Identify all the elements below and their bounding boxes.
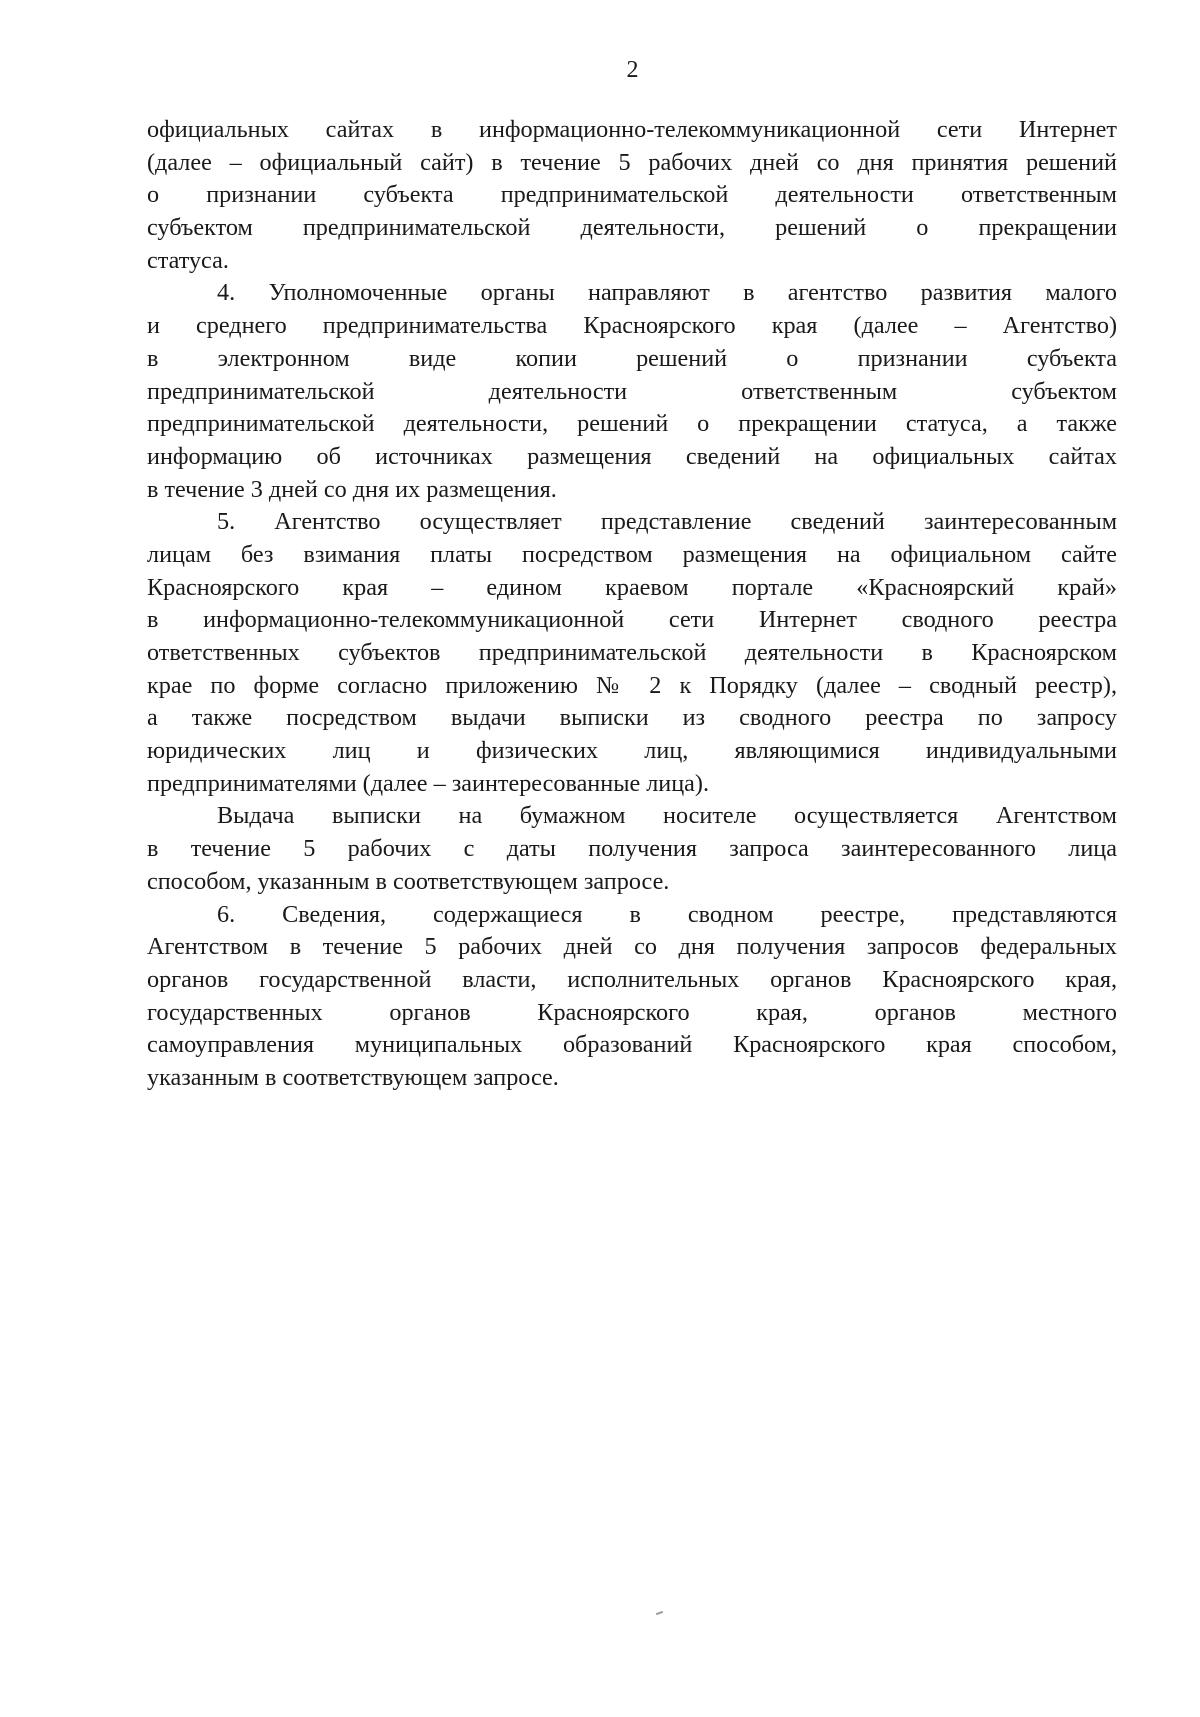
text-line: юридических лиц и физических лиц, являющимися индивидуальными xyxy=(147,737,1117,765)
paragraph-4-start: 4. Уполномоченные органы направляют в агентство развития малого xyxy=(217,279,1117,307)
text-line: способом, указанным в соответствующем запросе. xyxy=(147,867,670,895)
text-line: статуса. xyxy=(147,246,229,274)
text-line: ответственных субъектов предпринимательской деятельности в Красноярском xyxy=(147,639,1117,666)
text-line: самоуправления муниципальных образований Красноярского края способом, xyxy=(147,1031,1117,1059)
text-line: предпринимателями (далее – заинтересованные лица). xyxy=(147,769,710,797)
text-line: Агентством в течение 5 рабочих дней со дня получения запросов федеральных xyxy=(147,933,1117,961)
text-line: предпринимательской деятельности, решений о прекращении статуса, а также xyxy=(147,410,1117,438)
text-line: а также посредством выдачи выписки из сводного реестра по запросу xyxy=(147,704,1117,732)
text-line: в информационно-телекоммуникационной сети Интернет сводного реестра xyxy=(147,606,1117,634)
text-line: и среднего предпринимательства Красноярского края (далее – Агентство) xyxy=(147,312,1117,340)
text-line: предпринимательской деятельности ответственным субъектом xyxy=(147,377,1117,405)
text-line: указанным в соответствующем запросе. xyxy=(147,1063,559,1091)
paragraph-6-start: 6. Сведения, содержащиеся в сводном реестре, представляются xyxy=(217,900,1117,928)
text-line: лицам без взимания платы посредством размещения на официальном сайте xyxy=(147,540,1117,568)
text-line: о признании субъекта предпринимательской деятельности ответственным xyxy=(147,181,1117,209)
text-line: органов государственной власти, исполнительных органов Красноярского края, xyxy=(147,965,1117,993)
page-number: 2 xyxy=(626,57,639,83)
text-line: (далее – официальный сайт) в течение 5 рабочих дней со дня принятия решений xyxy=(147,148,1117,176)
text-line: Красноярского края – едином краевом портале «Красноярский край» xyxy=(147,573,1117,601)
text-line: в течение 3 дней со дня их размещения. xyxy=(147,475,557,503)
text-line: в электронном виде копии решений о признании субъекта xyxy=(147,344,1117,372)
text-line: официальных сайтах в информационно-телекоммуникационной сети Интернет xyxy=(147,116,1117,143)
scan-speck xyxy=(656,1611,663,1615)
text-line: информацию об источниках размещения сведений на официальных сайтах xyxy=(147,442,1117,470)
text-line: крае по форме согласно приложению № 2 к Порядку (далее – сводный реестр), xyxy=(147,671,1117,699)
document-body xyxy=(147,114,1117,1095)
text-line: государственных органов Красноярского края, органов местного xyxy=(147,998,1117,1026)
text-line: субъектом предпринимательской деятельности, решений о прекращении xyxy=(147,214,1117,242)
paragraph-extract-start: Выдача выписки на бумажном носителе осуществляется Агентством xyxy=(217,802,1117,830)
text-line: в течение 5 рабочих с даты получения запроса заинтересованного лица xyxy=(147,835,1117,863)
paragraph-5-start: 5. Агентство осуществляет представление сведений заинтересованным xyxy=(217,508,1117,536)
